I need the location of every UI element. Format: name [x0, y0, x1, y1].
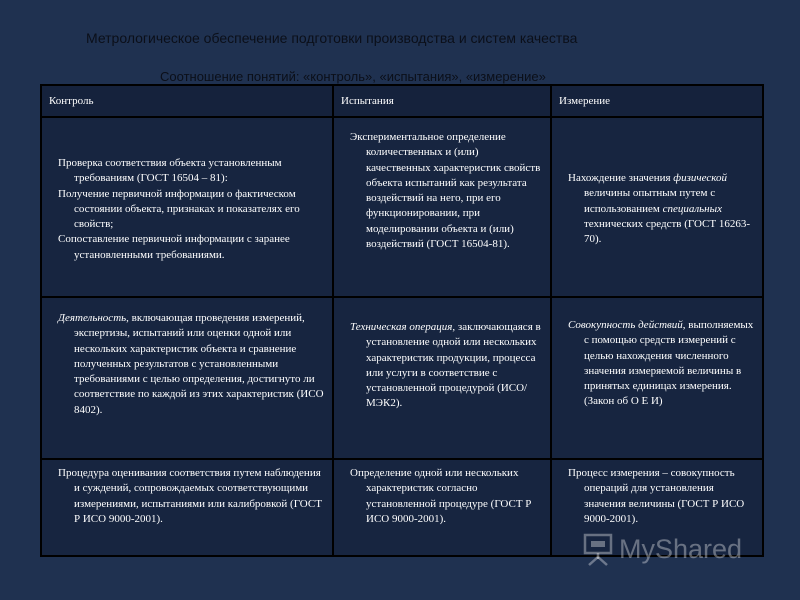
table-cell	[41, 459, 333, 556]
table-cell	[41, 117, 333, 297]
header-measurement: Измерение	[551, 85, 763, 117]
cell-text-italic: Деятельность	[58, 312, 127, 324]
cell-paragraph: Проверка соответствия объекта установленным требованиям (ГОСТ 16504 – 81):	[58, 157, 282, 185]
cell-paragraph: Процесс измерения – совокупность операций для установления значения величины (ГОСТ Р ИСО 9000-2001).	[568, 467, 745, 525]
cell-text: величины опытным путем с использованием	[584, 187, 716, 215]
cell-text: , включающая проведения измерений, экспертизы, испытаний или оценки одной или нескольких характеристик объекта и сравнение полученных результатов с установленными требованиями с целью определения, достигнуто ли соответствие по каждой из этих характеристик (ИСО 8402).	[74, 312, 324, 416]
cell-paragraph: Экспериментальное определение количественных и (или) качественных характеристик свойств объекта испытаний как результата воздействий на него, при его функционировании, при моделировании объекта и (или) воздействий (ГОСТ 16504-81).	[350, 131, 541, 251]
table-cell	[551, 297, 763, 459]
comparison-table	[40, 84, 764, 557]
table-row	[41, 117, 763, 297]
presentation-board-icon	[583, 532, 613, 566]
myshared-watermark	[583, 532, 742, 566]
cell-paragraph	[560, 318, 756, 410]
cell-text: , выполняемых с помощью средств измерений с целью нахождения численного значения измеряемой величины в принятых единицах измерения. (Закон об О Е И)	[584, 319, 754, 408]
table-cell	[333, 459, 551, 556]
slide-title: Метрологическое обеспечение подготовки производства и систем качества	[86, 30, 578, 46]
cell-paragraph	[50, 311, 326, 418]
comparison-table-container	[40, 84, 762, 557]
cell-text-italic: физической	[673, 172, 727, 184]
table-cell	[333, 297, 551, 459]
cell-text: , заключающаяся в установление одной или нескольких характеристик продукции, процесса или услуги в соответствие с установленной процедурой (ИСО/МЭК2).	[366, 321, 541, 410]
cell-paragraph: Получение первичной информации о фактическом состоянии объекта, признаках и показателях его свойств;	[58, 187, 300, 231]
header-tests: Испытания	[333, 85, 551, 117]
cell-paragraph: Процедура оценивания соответствия путем наблюдения и суждений, сопровождаемых соответствующими измерениями, испытаниями или калибровкой (ГОСТ Р ИСО 9000-2001).	[58, 467, 322, 525]
table-row	[41, 297, 763, 459]
cell-paragraph: Определение одной или нескольких характеристик согласно установленной процедуре (ГОСТ Р ИСО 9000-2001).	[350, 467, 532, 525]
table-cell	[41, 297, 333, 459]
cell-paragraph	[560, 171, 756, 247]
slide-subtitle: Соотношение понятий: «контроль», «испытания», «измерение»	[160, 69, 546, 84]
table-header-row	[41, 85, 763, 117]
watermark-text: MyShared	[619, 533, 743, 564]
cell-paragraph: Сопоставление первичной информации с заранее установленными требованиями.	[58, 233, 290, 261]
cell-text-italic: Техническая операция	[350, 321, 453, 333]
cell-text: Нахождение значения	[568, 172, 674, 184]
table-cell	[551, 117, 763, 297]
cell-text-italic: специальных	[662, 202, 722, 215]
cell-text-italic: Совокупность действий	[568, 319, 683, 331]
table-cell	[333, 117, 551, 297]
cell-text: технических средств (ГОСТ 16263-70).	[584, 217, 751, 246]
header-control: Контроль	[41, 85, 333, 117]
cell-paragraph	[342, 320, 544, 412]
